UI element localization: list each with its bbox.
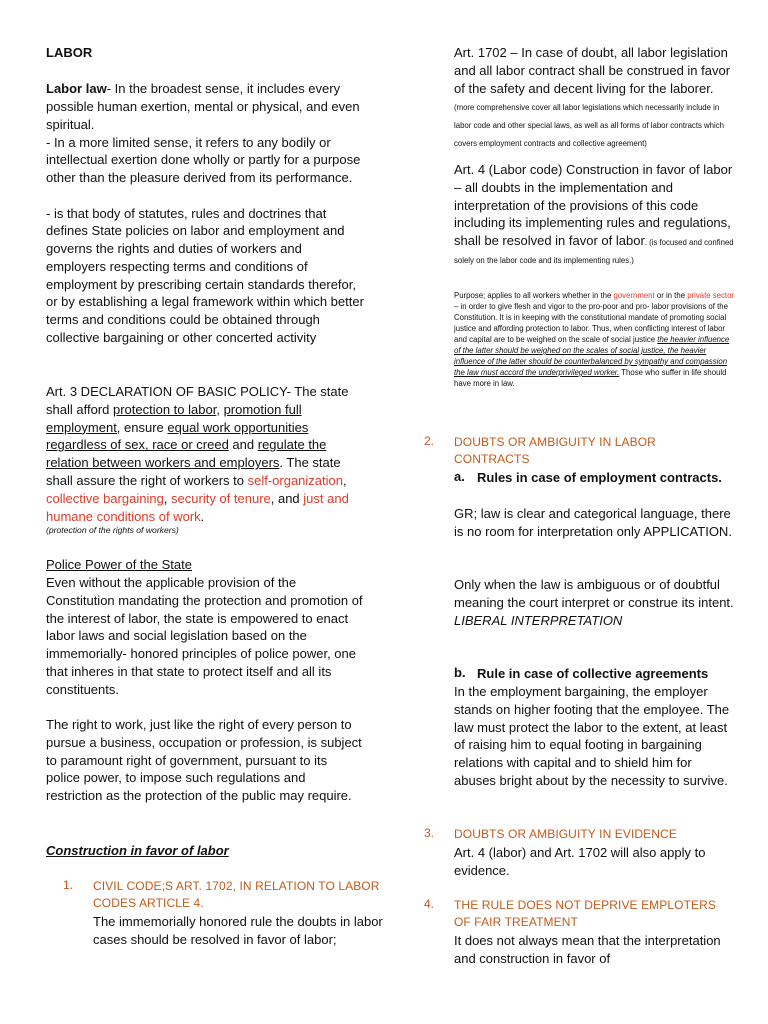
purpose-private-sector: private sector [687,291,735,300]
purpose-paragraph [454,290,734,389]
art1702-paragraph [454,44,734,151]
item2a-gr: GR; law is clear and categorical language, there is no room for interpretation only APPLICATION. [454,506,732,539]
item2a-heading: Rules in case of employment contracts. [477,470,722,485]
art3-collective-bargaining: collective bargaining [46,490,164,506]
art3-self-organization: self-organization [247,472,343,488]
art3-sep: . [200,508,205,524]
art3-sep: ensure [120,419,168,435]
labor-law-def1: - In the broadest sense, it includes every possible human exertion, mental or physical, and even spiritual. [46,81,360,132]
art4-text: Art. 4 (Labor code) Construction in favor of labor – all doubts in the implementation and interpretation of the provisions of this code including its implementing rules and regulations, shall be resolved in favor of labor [454,162,733,249]
item2b-letter: b. [454,665,466,680]
item1-text: The immemorially honored rule the doubts in labor cases should be resolved in favor of labor; [93,914,383,947]
art4-note: . (is focused and confined solely on the labor code and its implementing rules.) [454,238,734,265]
purpose-body: – in order to give flesh and vigor to the pro-poor and pro- labor provisions of the Constitution. It is in keeping with the constitutional mandate of promoting social justice and affording protection to labor. Thus, when conflicting interest of labor and capital are to be weighed on the scale of social justice [454,302,728,344]
labor-law-term: Labor law [46,81,107,96]
art3-sep: , and [270,490,304,506]
item4-number: 4. [424,897,435,911]
item2-heading: DOUBTS OR AMBIGUITY IN LABOR CONTRACTS [454,435,656,466]
item4-text: It does not always mean that the interpretation and construction in favor of [454,933,721,966]
item3-number: 3. [424,826,435,840]
art3-lead: Art. 3 DECLARATION OF BASIC POLICY- The state shall afford [46,384,349,417]
art3-sep: , [342,472,347,488]
item1 [63,878,403,949]
art3-promotion-full-employment: promotion full employment, [46,401,302,435]
labor-law-def3: - is that body of statutes, rules and doctrines that defines State policies on labor and employment and governs the rights and duties of workers and employers respecting terms and conditions of employment by prescribing certain standards therefor, or by establishing a legal framework within which better terms and conditions could be obtained through collective bargaining or other concerted activity [46,205,364,346]
police-power-text: Even without the applicable provision of the Constitution mandating the protection and promotion of the interest of labor, the state is empowered to enact labor laws and social legislation based on the immemorially- honored principles of police power, one that inheres in that state to protect itself and all its constituents. [46,575,363,697]
item3-text: Art. 4 (labor) and Art. 1702 will also apply to evidence. [454,845,706,878]
item1-number: 1. [63,878,74,892]
item2a [454,469,734,487]
art3-sep: , [163,490,172,506]
doc-title: LABOR [46,45,93,60]
item3 [424,826,734,880]
art3-sep: . The state shall assure the right of workers to [46,455,341,488]
construction-heading: Construction in favor of labor [46,843,229,858]
art3-sep: , [216,401,224,417]
item2a-only-lead: Only when the law is ambiguous or of doubtful meaning the court interpret or construe its intent. [454,577,734,610]
art3-sep: and [228,437,258,453]
purpose-sep: or in the [654,291,688,300]
item2b-text: In the employment bargaining, the employer stands on higher footing that the employee. The law must protect the labor to the extent, at least of raising him to equal footing in bargaining relations with capital and to shield him for abuses bright about by the necessity to survive. [454,684,730,788]
art1702-note: (more comprehensive cover all labor legislations which necessarily include in labor code and other special laws, as well as all forms of labor contracts which covers employment contracts and collective agreement) [454,103,724,148]
purpose-government: government [613,291,655,300]
purpose-tail: Those who suffer in life should have more in law. [454,368,727,388]
item2a-liberal-interpretation: LIBERAL INTERPRETATION [454,612,623,628]
art1702-text: Art. 1702 – In case of doubt, all labor legislation and all labor contract shall be construed in favor of the safety and decent living for the laborer. [454,45,731,96]
art3-protection-to-labor: protection to labor [112,401,217,417]
item2-number: 2. [424,434,435,448]
labor-law-paragraph [46,80,364,133]
item2b [454,665,734,683]
item2b-heading: Rule in case of collective agreements [477,666,709,681]
item2a-only [454,576,734,629]
police-power-heading: Police Power of the State [46,557,192,572]
item2 [424,434,734,468]
art3-equal-work-opportunities: equal work opportunities regardless of sex, race or creed [46,419,309,453]
art3-regulate-relation: regulate the relation between workers and employers [46,437,327,471]
art3-paragraph [46,383,364,525]
item4 [424,897,734,968]
labor-law-def2: - In a more limited sense, it refers to any bodily or intellectual exertion done wholly or partly for a purpose other than the pleasure derived from its performance. [46,134,361,186]
right-to-work-text: The right to work, just like the right of every person to pursue a business, occupation or profession, is subject to paramount right of government, pursuant to its police power, to impose such regulations and restriction as the protection of the public may require. [46,717,362,804]
purpose-lead: Purpose; applies to all workers whether in the [454,291,614,300]
purpose-underlined: the heavier influence of the latter should be weighed on the scales of social justice, the heavier influence of the latter should be counterbalanced by sympathy and compassion the law must accord the underprivileged worker. [454,335,730,377]
art3-note: (protection of the rights of workers) [46,525,179,535]
art3-security-of-tenure: security of tenure [171,490,271,506]
item2a-letter: a. [454,469,465,484]
item4-heading: THE RULE DOES NOT DEPRIVE EMPLOTERS OF FAIR TREATMENT [454,898,716,929]
art3-just-humane-conditions: just and humane conditions of work [46,490,349,524]
art4-paragraph [454,161,734,268]
item1-heading: CIVIL CODE;S ART. 1702, IN RELATION TO LABOR CODES ARTICLE 4. [93,879,380,910]
item3-heading: DOUBTS OR AMBIGUITY IN EVIDENCE [454,827,677,841]
